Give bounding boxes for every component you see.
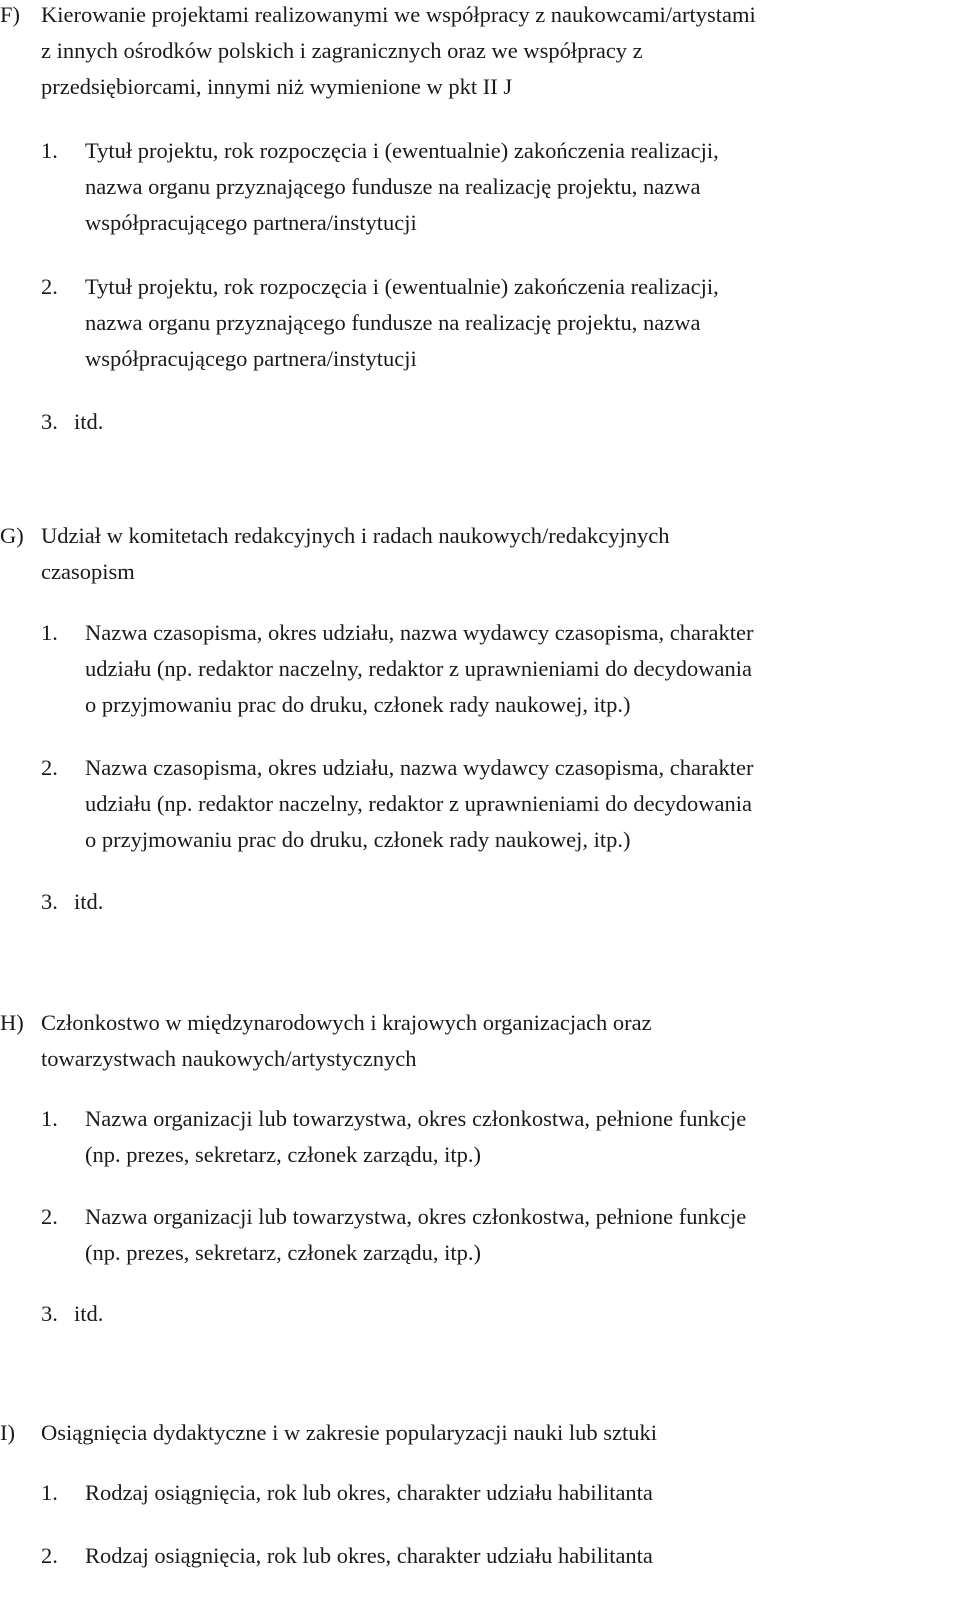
item-line: Nazwa organizacji lub towarzystwa, okres członkostwa, pełnione funkcje <box>85 1106 747 1131</box>
heading-line: Osiągnięcia dydaktyczne i w zakresie popularyzacji nauki lub sztuki <box>41 1420 658 1445</box>
section-marker: I) <box>0 1420 15 1445</box>
item-number: 1. <box>41 1106 58 1131</box>
item-line: Nazwa organizacji lub towarzystwa, okres członkostwa, pełnione funkcje <box>85 1204 747 1229</box>
section-marker: G) <box>0 523 24 548</box>
item-number: 1. <box>41 138 58 163</box>
item-line: itd. <box>74 889 104 914</box>
heading-line: Udział w komitetach redakcyjnych i radach naukowych/redakcyjnych <box>41 523 670 548</box>
item-number: 1. <box>41 620 58 645</box>
item-number: 2. <box>41 1543 58 1568</box>
item-line: udziału (np. redaktor naczelny, redaktor z uprawnieniami do decydowania <box>85 656 753 681</box>
item-line: udziału (np. redaktor naczelny, redaktor z uprawnieniami do decydowania <box>85 791 753 816</box>
item-line: nazwa organu przyznającego fundusze na realizację projektu, nazwa <box>85 174 701 199</box>
heading-line: czasopism <box>41 559 135 584</box>
item-line: itd. <box>74 409 104 434</box>
section-marker: F) <box>0 2 21 27</box>
item-line: współpracującego partnera/instytucji <box>85 210 417 235</box>
item-line: (np. prezes, sekretarz, członek zarządu, itp.) <box>85 1142 482 1167</box>
heading-line: Członkostwo w międzynarodowych i krajowych organizacjach oraz <box>41 1010 652 1035</box>
item-line: o przyjmowaniu prac do druku, członek rady naukowej, itp.) <box>85 692 631 717</box>
item-line: itd. <box>74 1301 104 1326</box>
heading-line: Kierowanie projektami realizowanymi we współpracy z naukowcami/artystami <box>41 2 756 27</box>
item-line: Tytuł projektu, rok rozpoczęcia i (ewentualnie) zakończenia realizacji, <box>85 274 719 299</box>
item-number: 2. <box>41 1204 58 1229</box>
item-line: Tytuł projektu, rok rozpoczęcia i (ewentualnie) zakończenia realizacji, <box>85 138 719 163</box>
item-line: Rodzaj osiągnięcia, rok lub okres, charakter udziału habilitanta <box>85 1543 653 1568</box>
item-number: 2. <box>41 755 58 780</box>
heading-line: z innych ośrodków polskich i zagranicznych oraz we współpracy z <box>41 38 643 63</box>
item-line: Nazwa czasopisma, okres udziału, nazwa wydawcy czasopisma, charakter <box>85 755 754 780</box>
item-number: 3. <box>41 1301 58 1326</box>
item-number: 2. <box>41 274 58 299</box>
item-line: współpracującego partnera/instytucji <box>85 346 417 371</box>
item-line: nazwa organu przyznającego fundusze na realizację projektu, nazwa <box>85 310 701 335</box>
item-number: 3. <box>41 889 58 914</box>
item-line: o przyjmowaniu prac do druku, członek rady naukowej, itp.) <box>85 827 631 852</box>
item-line: (np. prezes, sekretarz, członek zarządu, itp.) <box>85 1240 482 1265</box>
item-number: 3. <box>41 409 58 434</box>
item-number: 1. <box>41 1480 58 1505</box>
section-marker: H) <box>0 1010 24 1035</box>
item-line: Rodzaj osiągnięcia, rok lub okres, charakter udziału habilitanta <box>85 1480 653 1505</box>
heading-line: towarzystwach naukowych/artystycznych <box>41 1046 417 1071</box>
item-line: Nazwa czasopisma, okres udziału, nazwa wydawcy czasopisma, charakter <box>85 620 754 645</box>
heading-line: przedsiębiorcami, innymi niż wymienione w pkt II J <box>41 74 513 99</box>
